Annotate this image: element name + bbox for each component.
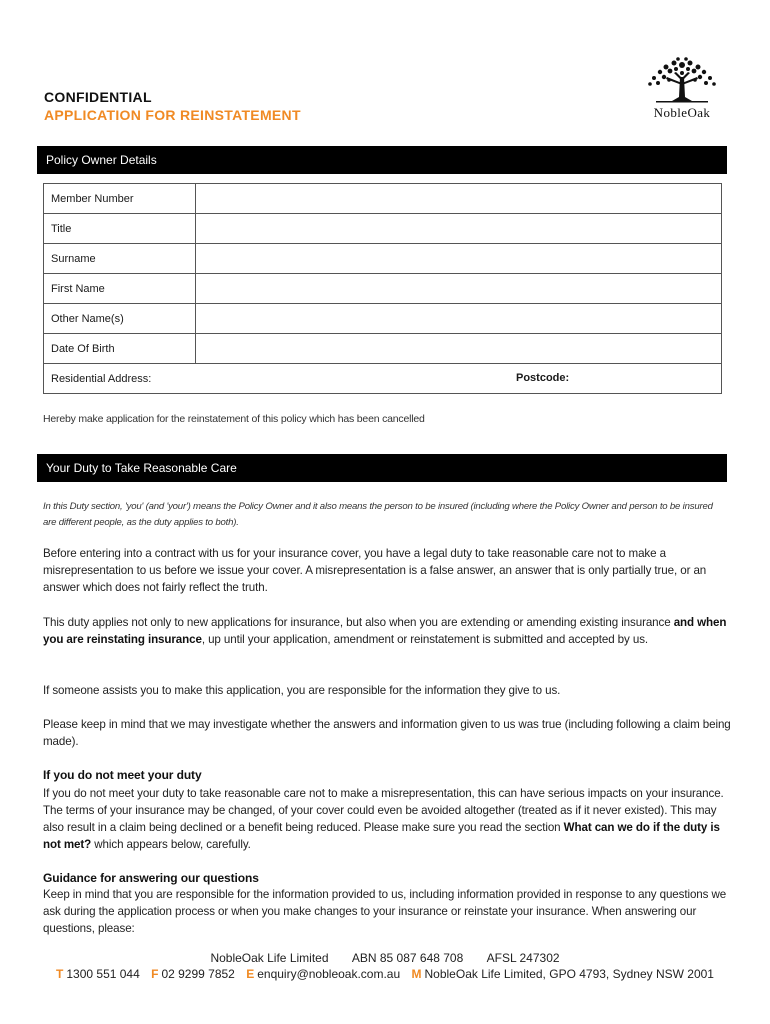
duty-paragraph: If someone assists you to make this application, you are responsible for the information they give to us.	[43, 684, 561, 697]
title-field[interactable]	[196, 214, 722, 244]
mail-label: M	[411, 967, 422, 981]
table-row	[44, 214, 722, 244]
postcode-label: Postcode:	[516, 372, 570, 384]
paragraph-text: , up until your application, amendment or reinstatement is submitted and accepted by us.	[201, 633, 649, 646]
residential-address-field[interactable]	[44, 364, 722, 394]
paragraph-text: which appears below, carefully.	[91, 838, 251, 851]
document-label: CONFIDENTIAL	[44, 89, 152, 105]
table-row	[44, 274, 722, 304]
field-label: Other Name(s)	[44, 304, 196, 334]
duty-paragraph: Before entering into a contract with us for your insurance cover, you have a legal duty to take reasonable care not to make a misrepresentation to us before we issue your cover. A misrepresentation is a false answer, an answer that is only partially true, or an answer which does not fairly reflect the truth.	[43, 547, 707, 594]
table-row	[44, 364, 722, 394]
oak-tree-icon	[636, 55, 728, 105]
paragraph-emphasis: and when you are reinstating insurance	[43, 616, 727, 646]
paragraph-emphasis: What can we do if the duty is not met?	[43, 821, 720, 851]
subheading-not-meet-duty: If you do not meet your duty	[43, 768, 202, 782]
section-header-policy-owner: Policy Owner Details	[37, 146, 727, 174]
policy-owner-form	[43, 183, 722, 394]
footer-contact-line	[0, 967, 770, 981]
subheading-guidance: Guidance for answering our questions	[43, 871, 259, 885]
surname-field[interactable]	[196, 244, 722, 274]
document-title: APPLICATION FOR REINSTATEMENT	[44, 107, 301, 123]
mail-address: NobleOak Life Limited, GPO 4793, Sydney NSW 2001	[424, 967, 714, 981]
fax-number: 02 9299 7852	[161, 967, 235, 981]
address-label: Residential Address:	[51, 372, 152, 385]
footer-company-line	[0, 951, 770, 965]
field-label: Member Number	[44, 184, 196, 214]
company-name: NobleOak Life Limited	[210, 951, 329, 965]
table-row	[44, 184, 722, 214]
field-label: Title	[44, 214, 196, 244]
duty-intro: In this Duty section, 'you' (and 'your') means the Policy Owner and it also means the person to be insured (including where the Policy Owner and person to be insured are different people, as the duty applies to both).	[43, 501, 713, 528]
field-label: Surname	[44, 244, 196, 274]
paragraph-text: This duty applies not only to new applications for insurance, but also when you are extending or amending existing insurance	[43, 616, 674, 629]
afsl: AFSL 247302	[486, 951, 560, 965]
field-label: First Name	[44, 274, 196, 304]
phone-number[interactable]: 1300 551 044	[66, 967, 140, 981]
paragraph-text: If you do not meet your duty to take reasonable care not to make a misrepresentation, this can have serious impacts on your insurance. The terms of your insurance may be changed, of your cover could even be avoided altogether (treated as if it never existed). This may also result in a claim being declined or a benefit being reduced. Please make sure you read the section	[43, 787, 724, 834]
duty-paragraph: Keep in mind that you are responsible for the information provided to us, including information provided in response to any questions we ask during the application process or when you make changes to your insurance or reinstate your insurance. When answering our questions, please:	[43, 888, 727, 935]
first-name-field[interactable]	[196, 274, 722, 304]
table-row	[44, 304, 722, 334]
logo-wordmark: NobleOak	[653, 105, 711, 120]
phone-label: T	[56, 967, 64, 981]
duty-paragraph	[43, 614, 733, 648]
table-row	[44, 244, 722, 274]
other-names-field[interactable]	[196, 304, 722, 334]
section-header-duty: Your Duty to Take Reasonable Care	[37, 454, 727, 482]
member-number-field[interactable]	[196, 184, 722, 214]
date-of-birth-field[interactable]	[196, 334, 722, 364]
abn: ABN 85 087 648 708	[351, 951, 464, 965]
email-link[interactable]: enquiry@nobleoak.com.au	[257, 967, 401, 981]
table-row	[44, 334, 722, 364]
duty-paragraph	[43, 785, 733, 853]
email-label: E	[246, 967, 255, 981]
fax-label: F	[151, 967, 159, 981]
declaration-text: Hereby make application for the reinstatement of this policy which has been cancelled	[43, 413, 425, 425]
field-label: Date Of Birth	[44, 334, 196, 364]
nobleoak-logo	[636, 55, 728, 123]
duty-paragraph: Please keep in mind that we may investigate whether the answers and information given to us was true (including following a claim being made).	[43, 718, 731, 748]
